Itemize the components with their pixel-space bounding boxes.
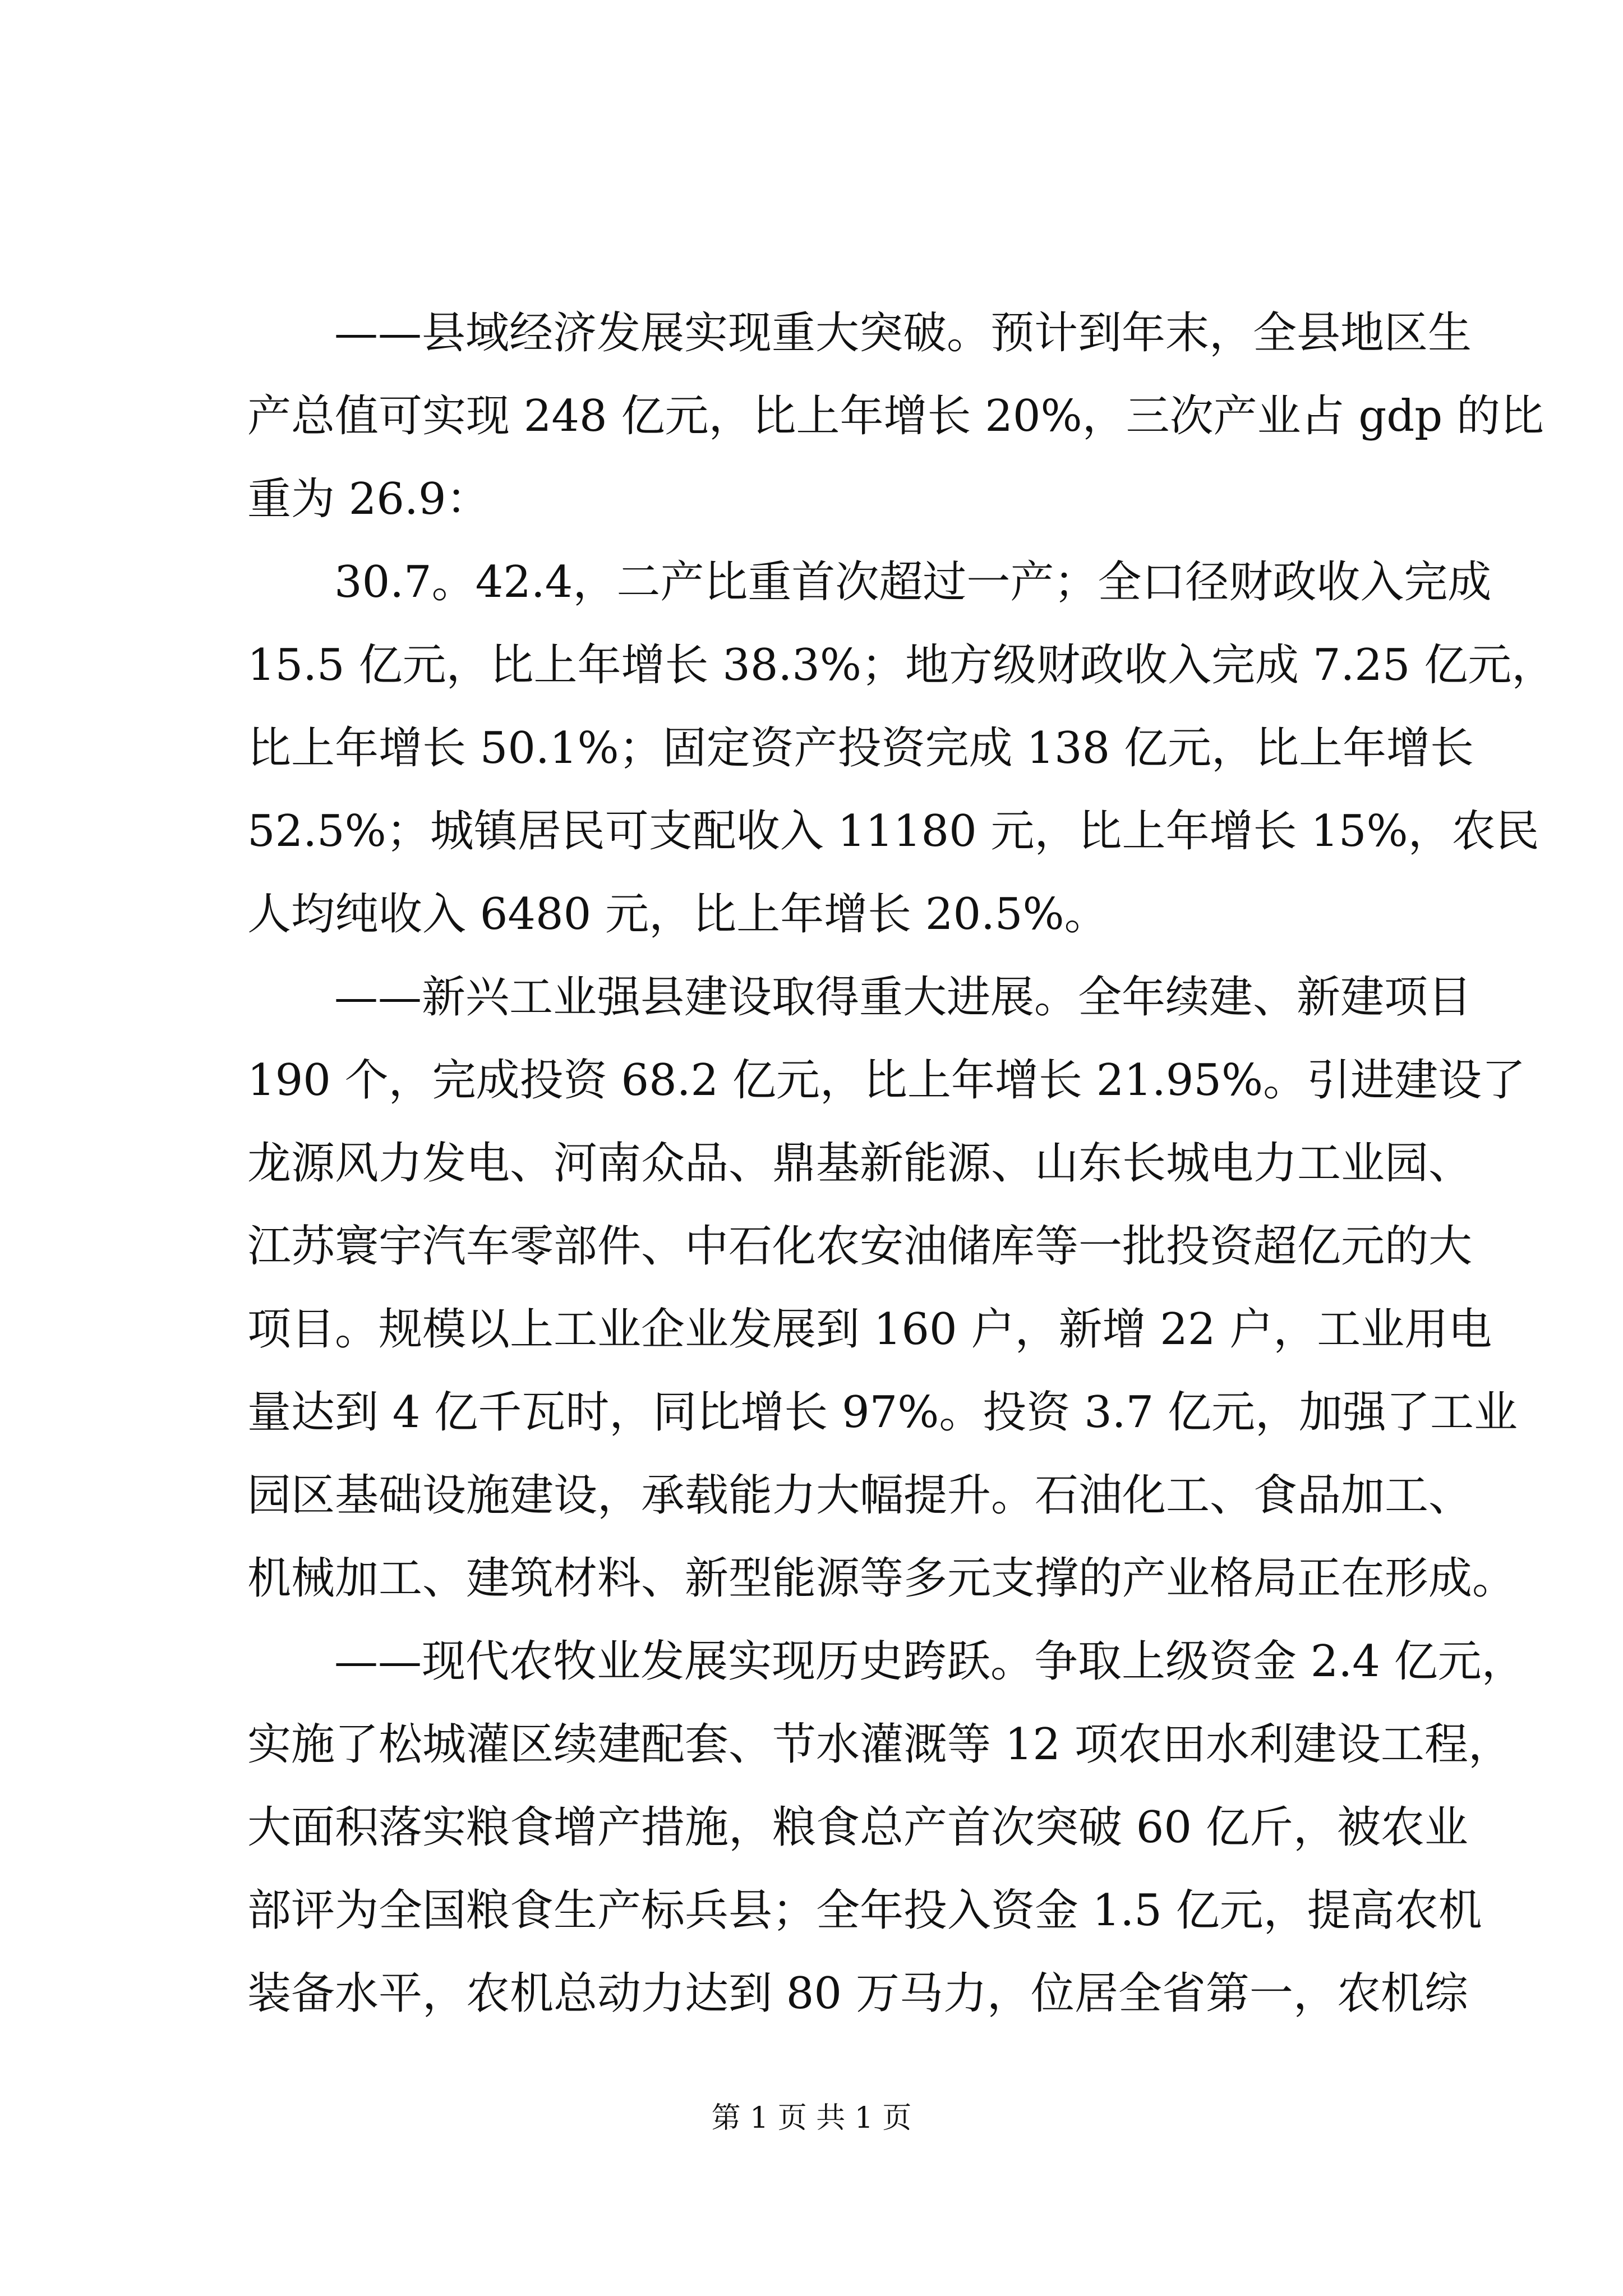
text-line: ——新兴工业强县建设取得重大进展。全年续建、新建项目 [334,972,1472,1023]
text-line: ——现代农牧业发展实现历史跨跃。争取上级资金 2.4 亿元， [334,1636,1525,1687]
text-line: ——县域经济发展实现重大突破。预计到年末，全县地区生 [334,308,1472,358]
body-text [247,292,1556,2035]
text-line: 190 个，完成投资 68.2 亿元，比上年增长 21.95%。引进建设了 [247,1055,1526,1106]
text-line: 龙源风力发电、河南众品、鼎基新能源、山东长城电力工业园、 [247,1138,1473,1189]
text-line: 大面积落实粮食增产措施，粮食总产首次突破 60 亿斤，被农业 [247,1802,1468,1853]
text-line: 实施了松城灌区续建配套、节水灌溉等 12 项农田水利建设工程， [247,1719,1512,1770]
text-line: 园区基础设施建设，承载能力大幅提升。石油化工、食品加工、 [247,1470,1473,1521]
text-line: 装备水平，农机总动力达到 80 万马力，位居全省第一，农机综 [247,1968,1468,2019]
page-footer: 第 1 页 共 1 页 [711,2101,912,2135]
text-line: 30.7。42.4，二产比重首次超过一产；全口径财政收入完成 [334,557,1492,608]
text-line: 15.5 亿元，比上年增长 38.3%；地方级财政收入完成 7.25 亿元， [247,640,1556,691]
text-line: 产总值可实现 248 亿元，比上年增长 20%，三次产业占 gdp 的比 [247,391,1544,441]
text-line: 量达到 4 亿千瓦时，同比增长 97%。投资 3.7 亿元，加强了工业 [247,1387,1518,1438]
text-line: 项目。规模以上工业企业发展到 160 户，新增 22 户，工业用电 [247,1304,1492,1355]
text-line: 比上年增长 50.1%；固定资产投资完成 138 亿元，比上年增长 [247,723,1474,774]
text-line: 人均纯收入 6480 元，比上年增长 20.5%。 [247,889,1108,940]
text-line: 部评为全国粮食生产标兵县；全年投入资金 1.5 亿元，提高农机 [247,1885,1482,1936]
text-line: 52.5%；城镇居民可支配收入 11180 元，比上年增长 15%，农民 [247,806,1539,857]
text-line: 机械加工、建筑材料、新型能源等多元支撑的产业格局正在形成。 [247,1553,1516,1604]
text-line: 江苏寰宇汽车零部件、中石化农安油储库等一批投资超亿元的大 [247,1221,1473,1272]
text-line: 重为 26.9： [247,474,490,524]
